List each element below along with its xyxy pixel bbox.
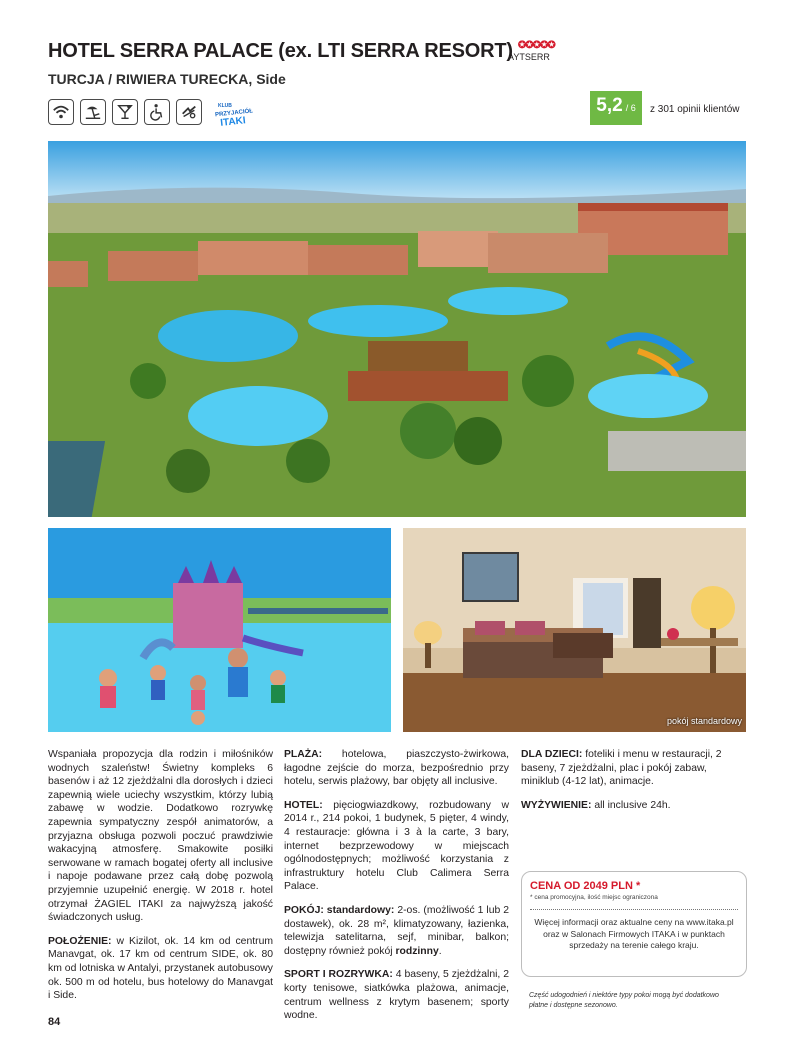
price-divider [530,909,738,910]
location-text: w Kizilot, ok. 14 km od centrum Manavgat, ok. 17 km od centrum SIDE, ok. 80 km od lotniska w Antalyi, przystanek autobusowy ok. 500 m od hotelu, bus hotelowy do Manavgat i Side. [48,935,274,1002]
room-section: POKÓJ: standardowy: 2-os. (możliwość 1 lub 2 dostawek), ok. 28 m², klimatyzowany, łazienka, telewizja satelitarna, sejf, minibar, balkon; dostępny również pokój rodzinny. [284,904,510,957]
food-label: WYŻYWIENIE: [521,799,592,811]
hotel-aerial-photo [48,141,746,517]
rating-value: 5,2 [596,95,623,116]
kids-text: foteliki i menu w restauracji, 2 baseny, 7 zjeżdżalni, plac i pokój zabaw, miniklub (4-12 lat), animacje. [521,749,722,788]
sport-label: SPORT I ROZRYWKA: [284,969,393,981]
hotel-code: AYTSERR [508,52,550,62]
footnote: Część udogodnień i niektóre typy pokoi mogą być dodatkowo płatne i dostępne sezonowo. [529,992,719,1009]
rating-scale: / 6 [625,103,636,113]
kids-section [521,748,747,789]
beach-section [284,748,509,789]
location-city: Side [256,71,286,87]
rating-reviews: z 301 opinii klientów [650,104,740,115]
amenity-icons [48,99,202,125]
food-section [521,799,747,813]
hotel-name: HOTEL SERRA PALACE (ex. LTI SERRA RESORT) [48,40,513,62]
column-details [284,748,509,1033]
hotel-title [48,40,555,63]
page-number: 84 [48,1016,61,1028]
price-headline: CENA OD 2049 PLN * [530,880,641,892]
badge-line-3: ITAKI [219,115,247,127]
kids-pool-photo [48,528,391,732]
sport-section [284,968,509,1022]
location-section [48,935,273,1003]
room-caption: pokój standardowy [666,716,742,726]
food-text: all inclusive 24h. [594,799,671,811]
price-note: * cena promocyjna, ilość miejsc ograniczona [530,894,658,901]
column-description [48,748,273,1013]
location-label: POŁOŻENIE: [48,935,112,947]
beach-text: hotelowa, piaszczysto-żwirkowa, łagodne zejście do morza, bezpośrednio przy hotelu, serwis plażowy, bar objęty all inclusive. [284,749,509,788]
itaki-club-badge [212,99,264,127]
room-type: standardowy: [326,904,395,916]
hotel-section [284,799,509,894]
hotel-label: HOTEL: [284,799,323,811]
wifi-icon [48,99,74,125]
wheelchair-icon [144,99,170,125]
room-photo [403,528,746,732]
badge-line-2: PRZYJACIÓŁ [214,108,254,119]
beach-sunbed-icon [80,99,106,125]
beach-label: PLAŻA: [284,749,323,760]
sport-text: 4 baseny, 5 zjeżdżalni, 2 korty tenisowe, siatkówka plażowa, animacje, centrum wellness z krytym basenem; sporty wodne. [284,969,510,1022]
price-box [521,871,747,977]
star-rating: ✪✪✪✪✪ [517,40,555,51]
badge-line-1: KLUB [218,103,232,109]
cocktail-bar-icon [112,99,138,125]
location-region: TURCJA / RIWIERA TURECKA, [48,71,253,87]
intro-text: Wspaniała propozycja dla rodzin i miłośników wodnych szaleństw! Świetny kompleks 6 basenów i aż 12 zjeżdżalni dla dorosłych i dzieci zapewnią wiele uciechy wszystkim, którzy lubią zabawę w wodzie. Dodatkowo rozrywkę zapewnia sympatyczny zespół animatorów, a przyjazna obsługa pozwoli poczuć prawdziwie wakacyjną atmosferę. Smakowite posiłki serwowane w ramach bogatej oferty all inclusive i napoje podawane przez całą dobę pozwolą przyjemnie uzupełnić energię. W 2018 r. hotel otrzymał ŻAGIEL ITAKI za najwyższą jakość świadczonych usług. [48,749,273,924]
hotel-location [48,71,286,87]
hotel-text: pięciogwiazdkowy, rozbudowany w 2014 r., 214 pokoi, 1 budynek, 5 pięter, 4 windy, 4 restauracje: główna i 3 à la carte, 3 bary, internet bezprzewodowy w miejscach ogólnodostępnych; możliwość korzystania z infrastruktury hotelu Club Calimera Serra Palace. [284,799,509,893]
column-extras [521,748,747,822]
price-info: Więcej informacji oraz aktualne ceny na www.itaka.pl oraz w Salonach Firmowych ITAKA i w punktach sprzedaży na terenie całego kraju. [534,917,734,950]
rating-badge [590,91,642,125]
room-label: POKÓJ: [284,904,324,916]
kids-label: DLA DZIECI: [521,749,583,760]
all-inclusive-icon [176,99,202,125]
room-extra: rodzinny [395,945,439,957]
room-text: 2-os. (możliwość 1 lub 2 dostawek), ok. 28 m², klimatyzowany, łazienka, telewizja satelitarna, sejf, minibar, balkon; dostępny również pokój [284,904,510,957]
